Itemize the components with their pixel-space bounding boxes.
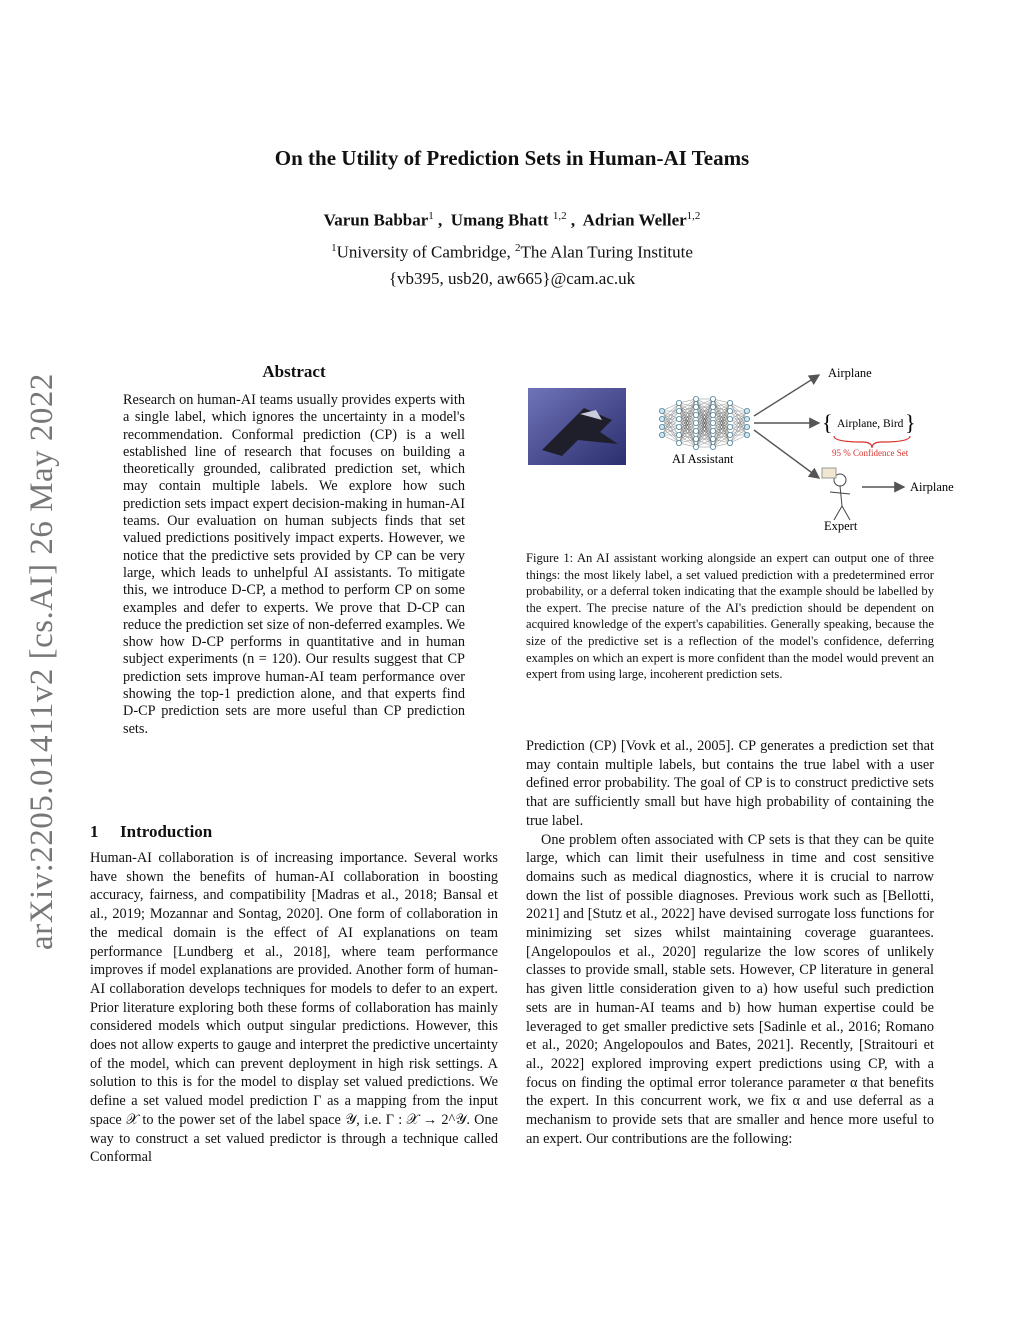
confidence-brace	[834, 436, 910, 448]
confidence-set-label: 95 % Confidence Set	[832, 448, 909, 458]
paper-title: On the Utility of Prediction Sets in Human-AI Teams	[274, 146, 750, 170]
affiliations	[0, 242, 1024, 263]
arrow-bottom	[754, 430, 819, 478]
neural-network-icon	[662, 399, 747, 447]
paragraph: Prediction (CP) [Vovk et al., 2005]. CP generates a prediction set that may contain multiple labels, but contains the true label with a user defined error probability. The goal of CP is to construct predictive sets that are sufficiently small but have high probability of containing the true label.	[526, 738, 934, 829]
network-node	[710, 412, 715, 417]
network-node	[710, 420, 715, 425]
abstract-heading: Abstract	[262, 362, 326, 381]
network-node	[727, 400, 732, 405]
abstract-text: Research on human-AI teams usually provides experts with a single label, which ignores the uncertainty in a model's recommendation. Conformal prediction (CP) is a well established line of research that focuses on building a theoretically grounded, calibrated prediction set, which may contain multiple labels. We explore how such prediction sets impact expert decision-making in human-AI teams. Our evaluation on human subjects finds that set valued predictions positively impact experts. However, we notice that the predictive sets provided by CP can be very large, which leads to unhelpful AI assistants. To mitigate this, we introduce D-CP, a method to perform CP on some examples and defer to experts. We prove that D-CP can reduce the prediction set size of non-deferred examples. We show how D-CP performs in quantitative and in human subject experiments (n = 120). Our results suggest that CP prediction sets improve human-AI team performance over showing the top-1 prediction alone, and that experts find D-CP prediction sets are more useful than CP prediction sets.	[123, 392, 465, 737]
left-column-text	[90, 849, 498, 1167]
network-node	[727, 416, 732, 421]
network-node	[727, 432, 732, 437]
paragraph: One problem often associated with CP sets is that they can be quite large, which can limit their usefulness in time and cost sensitive domains such as medical diagnostics, where it is crucial to narrow down the list of possible diagnoses. Previous work such as [Bellotti, 2021] and [Stutz et al., 2022] have devised surrogate loss functions for minimizing set sizes whilst maintaining coverage guarantees. [Angelopoulos et al., 2020] regularize the low scores of unlikely classes to provide small, stable sets. However, CP literature in general has given little consideration given to a) how useful such prediction sets are in human-AI teams and b) how human expertise could be leveraged to get smaller predictive sets [Sadinle et al., 2016; Romano et al., 2020; Angelopoulos and Bates, 2021]. Recently, [Straitouri et al., 2022] explored improving expert predictions using CP, with a focus on finding the optimal error tolerance parameter α that benefits the expert. In this concurrent work, we fix α and use deferral as a mechanism to provide sets that are smaller and hence more useful to an expert. Our contributions are the following:	[526, 831, 934, 1147]
network-node	[693, 396, 698, 401]
affil-inst: The Alan Turing Institute	[520, 242, 693, 262]
network-node	[693, 428, 698, 433]
top-label-output: Airplane	[828, 366, 872, 380]
network-node	[727, 424, 732, 429]
network-node	[744, 424, 749, 429]
section-title: Introduction	[120, 822, 213, 841]
ai-assistant-label: AI Assistant	[672, 452, 734, 466]
network-node	[710, 396, 715, 401]
network-node	[676, 440, 681, 445]
network-node	[727, 440, 732, 445]
network-node	[693, 420, 698, 425]
author-name: Umang Bhatt	[450, 210, 549, 230]
set-brace-left: {	[822, 410, 833, 435]
author-name: Varun Babbar	[323, 210, 429, 230]
section-heading	[90, 822, 212, 842]
network-node	[693, 404, 698, 409]
affil-sup: 1	[331, 242, 337, 254]
network-node	[727, 408, 732, 413]
network-node	[693, 444, 698, 449]
network-node	[659, 408, 664, 413]
network-node	[676, 400, 681, 405]
network-node	[710, 436, 715, 441]
network-node	[710, 444, 715, 449]
set-brace-right: }	[905, 410, 916, 435]
network-node	[744, 432, 749, 437]
arrow-top	[754, 375, 819, 416]
airplane-image	[528, 388, 626, 465]
figure-1	[522, 360, 964, 538]
network-node	[676, 416, 681, 421]
network-node	[693, 412, 698, 417]
network-node	[744, 416, 749, 421]
right-column-text	[526, 737, 934, 1148]
network-node	[676, 432, 681, 437]
figure-caption: Figure 1: An AI assistant working alongside an expert can output one of three things: the most likely label, a set valued prediction with a predetermined error probability, or a deferral token indicating that the example should be labelled by the expert. The precise nature of the AI's prediction should be dependent on acquired knowledge of the expert's capabilities. Generally speaking, because the size of the predictive set is a reflection of the model's confidence, deferring examples on which an expert is more confident than the model would prevent an expert from using large, incoherent prediction sets.	[526, 551, 934, 682]
network-node	[744, 408, 749, 413]
author-emails: {vb395, usb20, aw665}@cam.ac.uk	[388, 269, 636, 288]
author-affil-sup: 1	[428, 210, 434, 222]
author-affil-sup: 1,2	[552, 210, 567, 222]
network-node	[693, 436, 698, 441]
prediction-set-label: Airplane, Bird	[837, 418, 904, 430]
arxiv-stamp: arXiv:2205.01411v2 [cs.AI] 26 May 2022	[24, 373, 60, 950]
expert-output-label: Airplane	[910, 480, 954, 494]
network-node	[659, 424, 664, 429]
expert-figure	[822, 468, 850, 520]
paragraph: Human-AI collaboration is of increasing importance. Several works have shown the benefits of human-AI collaboration in boosting accuracy, fairness, and compatibility [Madras et al., 2018; Bansal et al., 2019; Mozannar and Sontag, 2020]. One form of collaboration in the medical domain is the effect of AI explanations on team performance [Lundberg et al., 2018], where team performance improves if model explanations are provided. Another form of human-AI collaboration develops techniques for models to defer to an expert. Prior literature exploring both these forms of collaboration has mainly considered models which output singular predictions. However, this does not allow experts to gauge and interpret the predictive uncertainty of the model, which can prevent deployment in high risk settings. A solution to this is for the model to display set valued predictions. We define a set valued model prediction Γ as a mapping from the input space 𝒳 to the power set of the label space 𝒴, i.e. Γ : 𝒳 → 2^𝒴. One way to construct a set valued predictor is through a technique called Conformal	[90, 850, 498, 1166]
network-node	[710, 428, 715, 433]
section-number: 1	[90, 822, 99, 841]
network-node	[676, 408, 681, 413]
author-affil-sup: 1,2	[686, 210, 701, 222]
network-node	[659, 432, 664, 437]
author-name: Adrian Weller	[582, 210, 687, 230]
author-list: Varun Babbar$^1$ , Umang Bhatt $^{1,2}$ , Adrian Weller$^{1,2}$	[323, 210, 701, 230]
network-node	[676, 424, 681, 429]
expert-label: Expert	[824, 519, 858, 533]
affil-inst: University of Cambridge,	[336, 242, 516, 262]
network-node	[710, 404, 715, 409]
affil-sup: 2	[515, 242, 521, 254]
network-node	[659, 416, 664, 421]
